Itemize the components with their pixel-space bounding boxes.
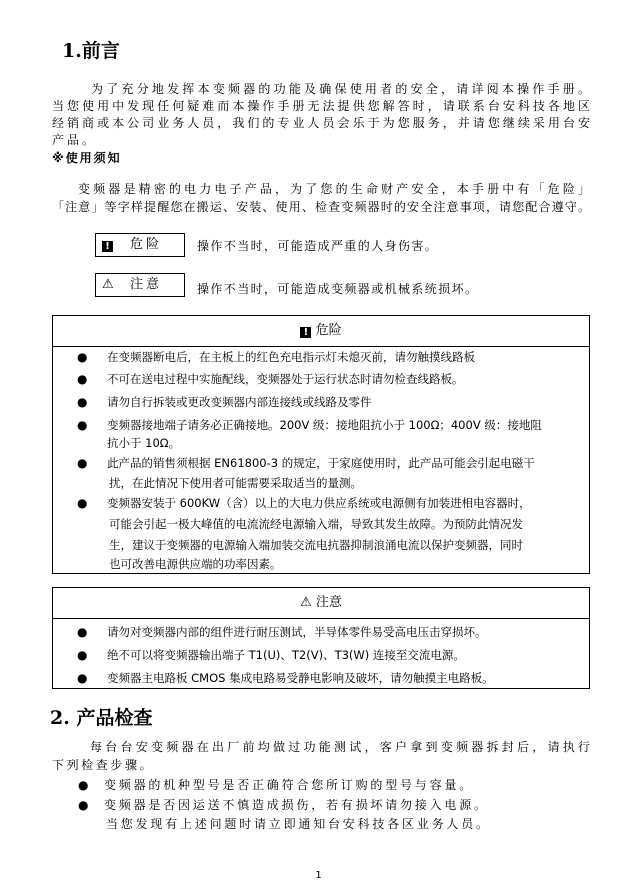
paragraph-line: 产品。 — [52, 133, 98, 147]
list-item: ● 不可在送电过程中实施配线，变频器处于运行状态时请勿检查线路板。 — [77, 372, 464, 386]
legend-label: 注意 — [130, 277, 163, 292]
list-item: ● 绝不可以将变频器输出端子 T1(U)、T2(V)、T3(W) 连接至交流电源。 — [77, 648, 465, 662]
caution-table-header — [53, 588, 589, 619]
caution-title: 注意 — [315, 595, 342, 610]
warning-triangle-icon: ⚠ — [102, 277, 114, 292]
section-title: 2. 产品检查 — [50, 707, 153, 729]
list-item: ● 变频器主电路板 CMOS 集成电路易受静电影响及破坏，请勿触摸主电路板。 — [77, 671, 494, 685]
paragraph-line: 下列检查步骤。 — [52, 758, 155, 772]
section-title: 1.前言 — [62, 40, 120, 62]
list-item: ● 请勿对变频器内部的组件进行耐压测试，半导体零件易受高电压击穿损坏。 — [77, 625, 487, 639]
legend-description: 操作不当时，可能造成严重的人身伤害。 — [197, 239, 439, 253]
paragraph-line: 为了充分地发挥本变频器的功能及确保使用者的安全，请详阅本操作手册。 — [91, 82, 590, 96]
legend-label: 危险 — [130, 237, 163, 252]
danger-legend-box — [95, 233, 185, 257]
list-item: ● 在变频器断电后，在主板上的红色充电指示灯未熄灭前，请勿触摸线路板 — [77, 350, 475, 364]
paragraph-line: 每台台安变频器在出厂前均做过功能测试，客户拿到变频器拆封后，请执行 — [90, 740, 590, 754]
page-number: 1 — [315, 870, 322, 881]
legend-description: 操作不当时，可能造成变频器或机械系统损坏。 — [197, 282, 479, 296]
list-item: ● 请勿自行拆装或更改变频器内部连接线或线路及零件 — [77, 395, 372, 409]
danger-table — [52, 315, 590, 574]
list-item: ● 变频器的机种型号是否正确符合您所订购的型号与容量。 — [78, 778, 475, 792]
warning-triangle-icon: ⚠ — [300, 595, 312, 610]
caution-table — [52, 587, 590, 689]
paragraph-line: 「注意」等字样提醒您在搬运、安装、使用、检查变频器时的安全注意事项，请您配合遵守。 — [52, 200, 590, 214]
exclamation-square-icon: ! — [300, 327, 311, 338]
list-item: ● 变频器接地端子请务必正确接地。200V 级：接地阻抗小于 100Ω；400V 级：接地阻 抗小于 10Ω。 — [77, 418, 542, 450]
notice-heading: ※使用须知 — [52, 151, 122, 165]
list-item: ● 变频器是否因运送不慎造成损伤，若有损坏请勿接入电源。 — [78, 798, 489, 812]
paragraph-line: 变频器是精密的电力电子产品，为了您的生命财产安全，本手册中有「危险」 — [78, 182, 590, 196]
list-item: ● 变频器安装于 600KW（含）以上的大电力供应系统或电源侧有加装进相电容器时， 可能会引起一极大峰值的电流流经电源输入端，导致其发生故障。为预防此情况发 生，建议于变频器的电源输入端加装交流电抗器抑制浪涌电流以保护变频器，同时 也可改善电源供应端的功率因素。 — [77, 496, 531, 571]
danger-title: 危险 — [315, 323, 342, 338]
list-item: ● 此产品的销售须根据 EN61800-3 的规定，于家庭使用时，此产品可能会引起电磁干 扰，在此情况下使用者可能需要采取适当的量测。 — [77, 456, 535, 490]
exclamation-square-icon: ! — [102, 234, 113, 256]
caution-legend-box — [95, 273, 185, 297]
danger-table-header — [53, 316, 589, 347]
paragraph-line: 经销商或本公司业务人员，我们的专业人员会乐于为您服务，并请您继续采用台安 — [52, 116, 590, 130]
note-line: 当您发现有上述问题时请立即通知台安科技各区业务人员。 — [106, 817, 491, 831]
paragraph-line: 当您使用中发现任何疑难而本操作手册无法提供您解答时，请联系台安科技各地区 — [52, 99, 590, 113]
